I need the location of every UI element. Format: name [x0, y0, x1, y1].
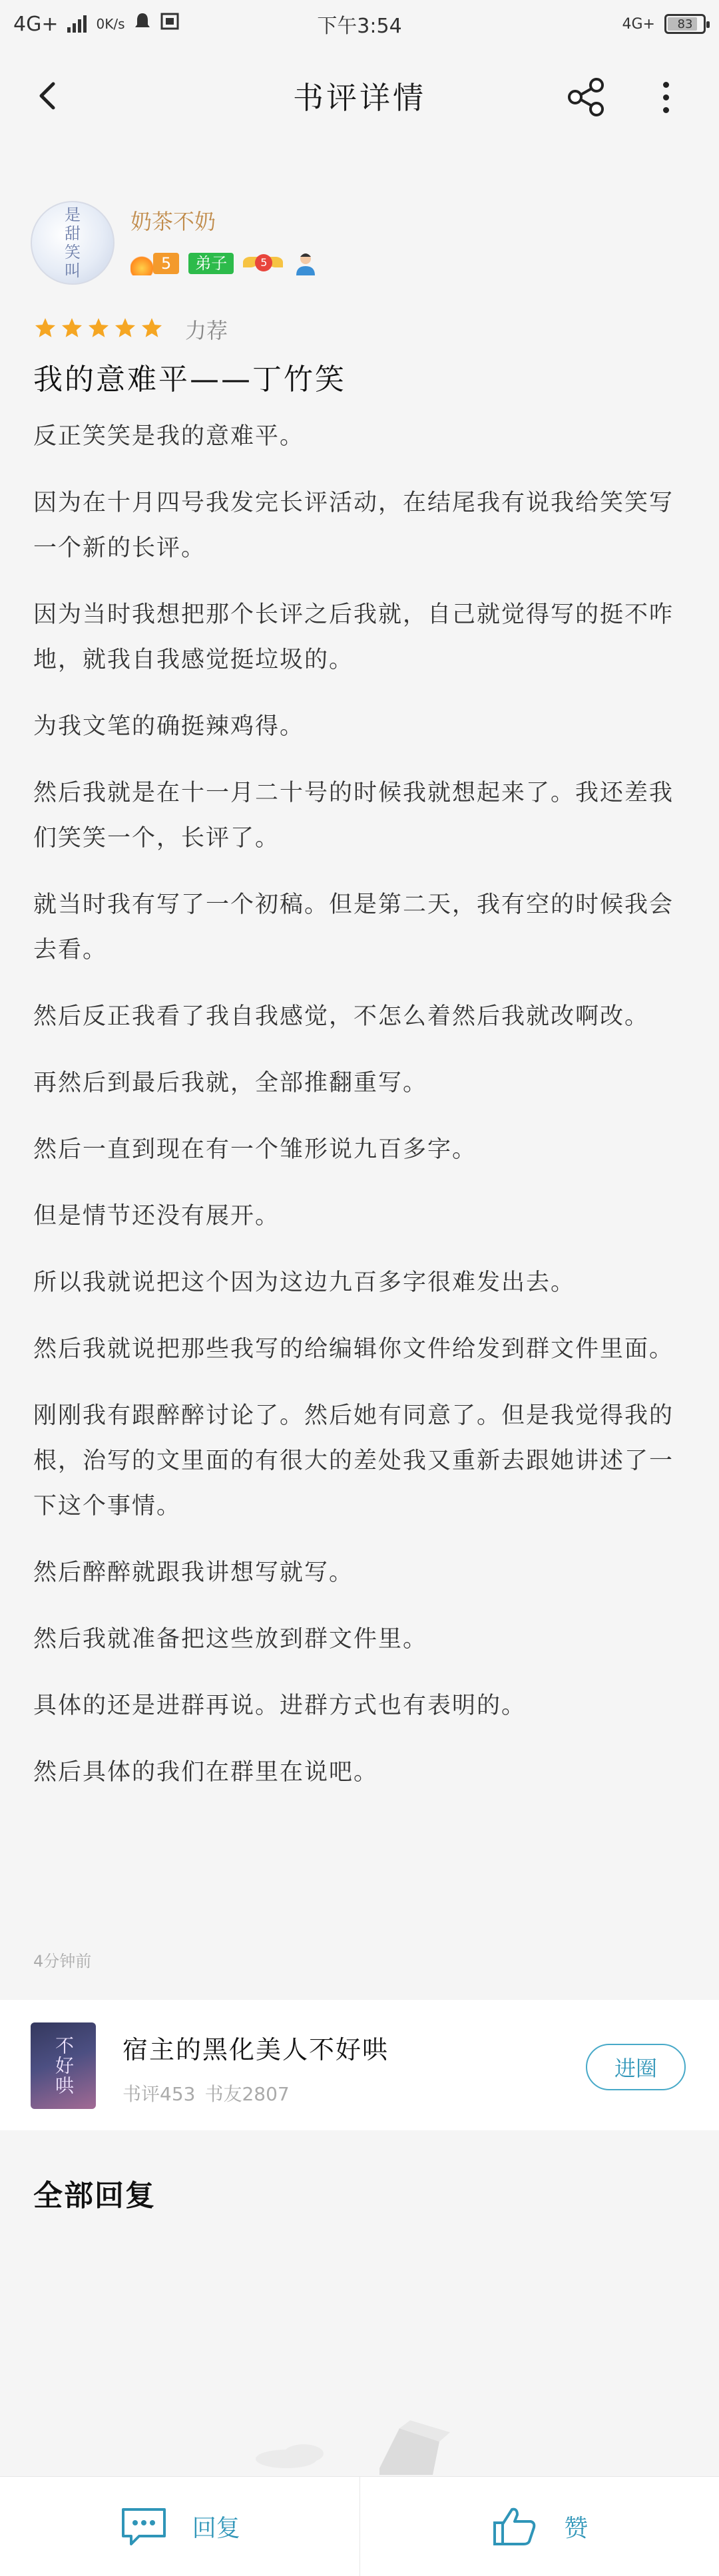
battery-level: 83 [677, 17, 693, 31]
review-paragraph: 为我文笔的确挺辣鸡得。 [33, 713, 305, 740]
review-paragraph: 然后一直到现在有一个雏形说九百多字。 [33, 1136, 477, 1163]
share-icon[interactable] [562, 73, 610, 121]
page-title: 书评详情 [293, 80, 426, 116]
review-paragraph: 再然后到最后我就，全部推翻重写。 [33, 1070, 428, 1096]
comment-icon [119, 2505, 168, 2548]
review-paragraph: 然后我就准备把这些放到群文件里。 [33, 1626, 428, 1653]
like-button[interactable] [360, 2477, 719, 2576]
avatar-text-2: 甜 [65, 224, 81, 243]
book-friend-count: 书友2807 [204, 2083, 290, 2105]
review-paragraph: 所以我就说把这个因为这边九百多字很难发出去。 [33, 1269, 576, 1296]
avatar-text-3: 笑 [65, 243, 81, 261]
author-badges [130, 250, 319, 277]
right-network-label: 4G+ [622, 15, 655, 33]
person-badge-icon [292, 250, 319, 277]
review-paragraph: 然后醉醉就跟我讲想写就写。 [33, 1559, 354, 1586]
level-badge [130, 251, 179, 275]
avatar-text-4: 叫 [65, 261, 81, 280]
review-paragraph: 具体的还是进群再说。进群方式也有表明的。 [33, 1692, 527, 1719]
disciple-badge: 弟子 [188, 253, 234, 274]
reply-button[interactable] [0, 2477, 360, 2576]
review-title: 我的意难平——丁竹笑 [33, 363, 346, 397]
star-icon [87, 317, 111, 339]
nav-bar [0, 48, 719, 144]
replies-title: 全部回复 [33, 2179, 156, 2213]
wing-medal-icon [243, 251, 283, 275]
avatar-text-1: 是 [65, 206, 81, 224]
review-paragraph: 因为当时我想把那个长评之后我就，自己就觉得写的挺不咋地，就我自我感觉挺垃圾的。 [33, 601, 674, 673]
image-notification-icon [160, 12, 179, 36]
join-circle-button[interactable]: 进圈 [586, 2044, 686, 2090]
review-paragraph: 因为在十月四号我发完长评活动，在结尾我有说我给笑笑写一个新的长评。 [33, 490, 674, 562]
author-name[interactable]: 奶茶不奶 [130, 209, 216, 234]
author-row [31, 201, 319, 294]
review-card [0, 146, 719, 1996]
review-time: 4分钟前 [33, 1952, 92, 1971]
review-paragraph: 刚刚我有跟醉醉讨论了。然后她有同意了。但是我觉得我的根，治写的文里面的有很大的差处我又重新去跟她讲述了一下这个事情。 [33, 1402, 674, 1520]
bottom-action-bar [0, 2476, 719, 2576]
level-number: 5 [153, 253, 179, 274]
empty-state-illustration [240, 2395, 479, 2475]
review-paragraph: 然后反正我看了我自我感觉，不怎么着然后我就改啊改。 [33, 1003, 650, 1030]
status-bar [0, 0, 719, 48]
battery-icon [664, 14, 706, 34]
rating-label: 力荐 [185, 318, 228, 343]
like-label: 赞 [564, 2515, 589, 2542]
book-title[interactable]: 宿主的黑化美人不好哄 [122, 2035, 389, 2064]
review-paragraph: 然后具体的我们在群里在说吧。 [33, 1759, 379, 1786]
medal-number: 5 [255, 254, 272, 271]
network-speed: 0K/s [96, 16, 125, 32]
review-paragraph: 反正笑笑是我的意难平。 [33, 423, 305, 450]
book-cover[interactable]: 不好哄 [31, 2022, 96, 2109]
review-paragraph: 然后我就说把那些我写的给编辑你文件给发到群文件里面。 [33, 1336, 674, 1363]
star-icon [60, 317, 84, 339]
clock: 下午3:54 [317, 15, 402, 38]
avatar[interactable] [31, 201, 115, 285]
review-body [33, 414, 686, 1816]
network-label: 4G+ [13, 12, 59, 36]
flame-icon [130, 251, 153, 275]
book-review-count: 书评453 [122, 2083, 196, 2105]
star-icon [33, 317, 57, 339]
notification-icon [134, 12, 151, 36]
reply-label: 回复 [192, 2515, 240, 2542]
star-icon [140, 317, 164, 339]
review-paragraph: 然后我就是在十一月二十号的时候我就想起来了。我还差我们笑笑一个，长评了。 [33, 780, 674, 852]
thumbs-up-icon [491, 2505, 540, 2548]
star-icon [113, 317, 137, 339]
star-rating [33, 317, 166, 342]
back-arrow-icon[interactable] [28, 75, 71, 117]
rating-row [33, 314, 228, 345]
book-meta [122, 2080, 299, 2106]
book-row[interactable] [0, 2000, 719, 2130]
review-paragraph: 就当时我有写了一个初稿。但是第二天，我有空的时候我会去看。 [33, 891, 674, 963]
review-paragraph: 但是情节还没有展开。 [33, 1203, 280, 1229]
signal-icon [67, 15, 87, 33]
more-icon[interactable] [652, 73, 679, 121]
